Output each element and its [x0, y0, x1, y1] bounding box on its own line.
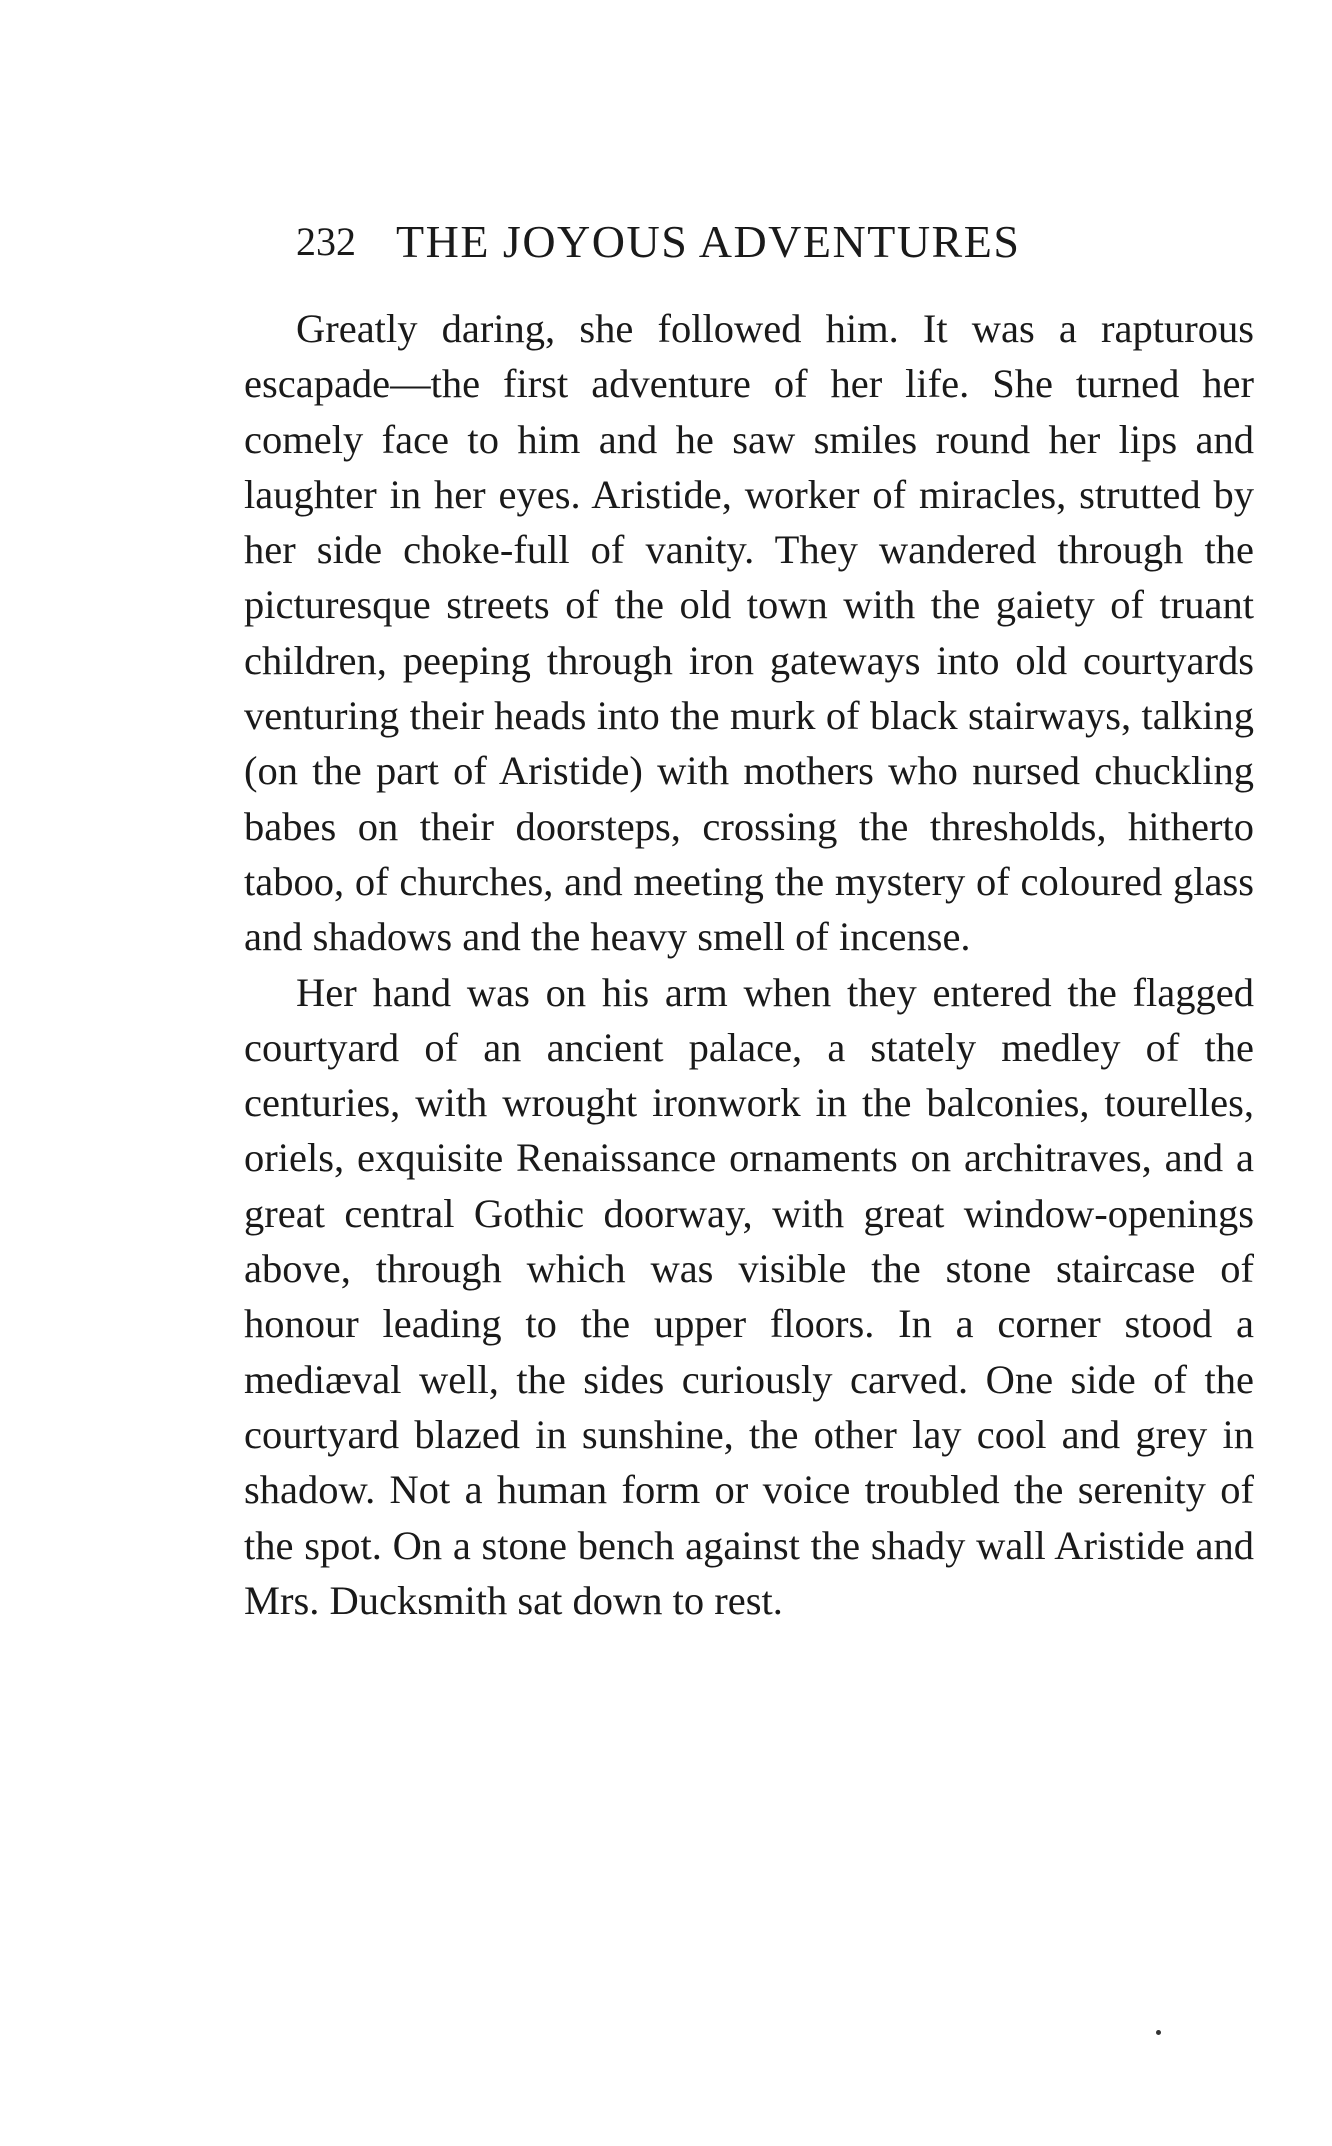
running-title: THE JOYOUS ADVENTURES: [396, 216, 1021, 267]
body-text: [244, 301, 1254, 1628]
paragraph-2: Her hand was on his arm when they entered the flagged courtyard of an ancient palace, a stately medley of the centuries, with wrought ironwork in the balconies, tourelles, oriels, exquisite Renaissance ornaments on architraves, and a great central Gothic doorway, with great window-openings above, through which was visible the stone staircase of honour leading to the upper floors. In a corner stood a mediæval well, the sides curiously carved. One side of the courtyard blazed in sunshine, the other lay cool and grey in shadow. Not a human form or voice troubled the serenity of the spot. On a stone bench against the shady wall Aristide and Mrs. Ducksmith sat down to rest.: [244, 969, 1254, 1623]
print-speck: [1156, 2030, 1161, 2035]
page-number: 232: [296, 219, 356, 264]
page-header: [296, 212, 1306, 272]
paragraph-1: Greatly daring, she followed him. It was a rapturous escapade—the first adventure of her life. She turned her comely face to him and he saw smiles round her lips and laughter in her eyes. Aristide, worker of miracles, strutted by her side choke-full of vanity. They wandered through the picturesque streets of the old town with the gaiety of truant children, peeping through iron gateways into old courtyards venturing their heads into the murk of black stairways, talking (on the part of Aristide) with mothers who nursed chuckling babes on their doorsteps, crossing the thresholds, hitherto taboo, of churches, and meeting the mystery of coloured glass and shadows and the heavy smell of incense.: [244, 306, 1254, 960]
